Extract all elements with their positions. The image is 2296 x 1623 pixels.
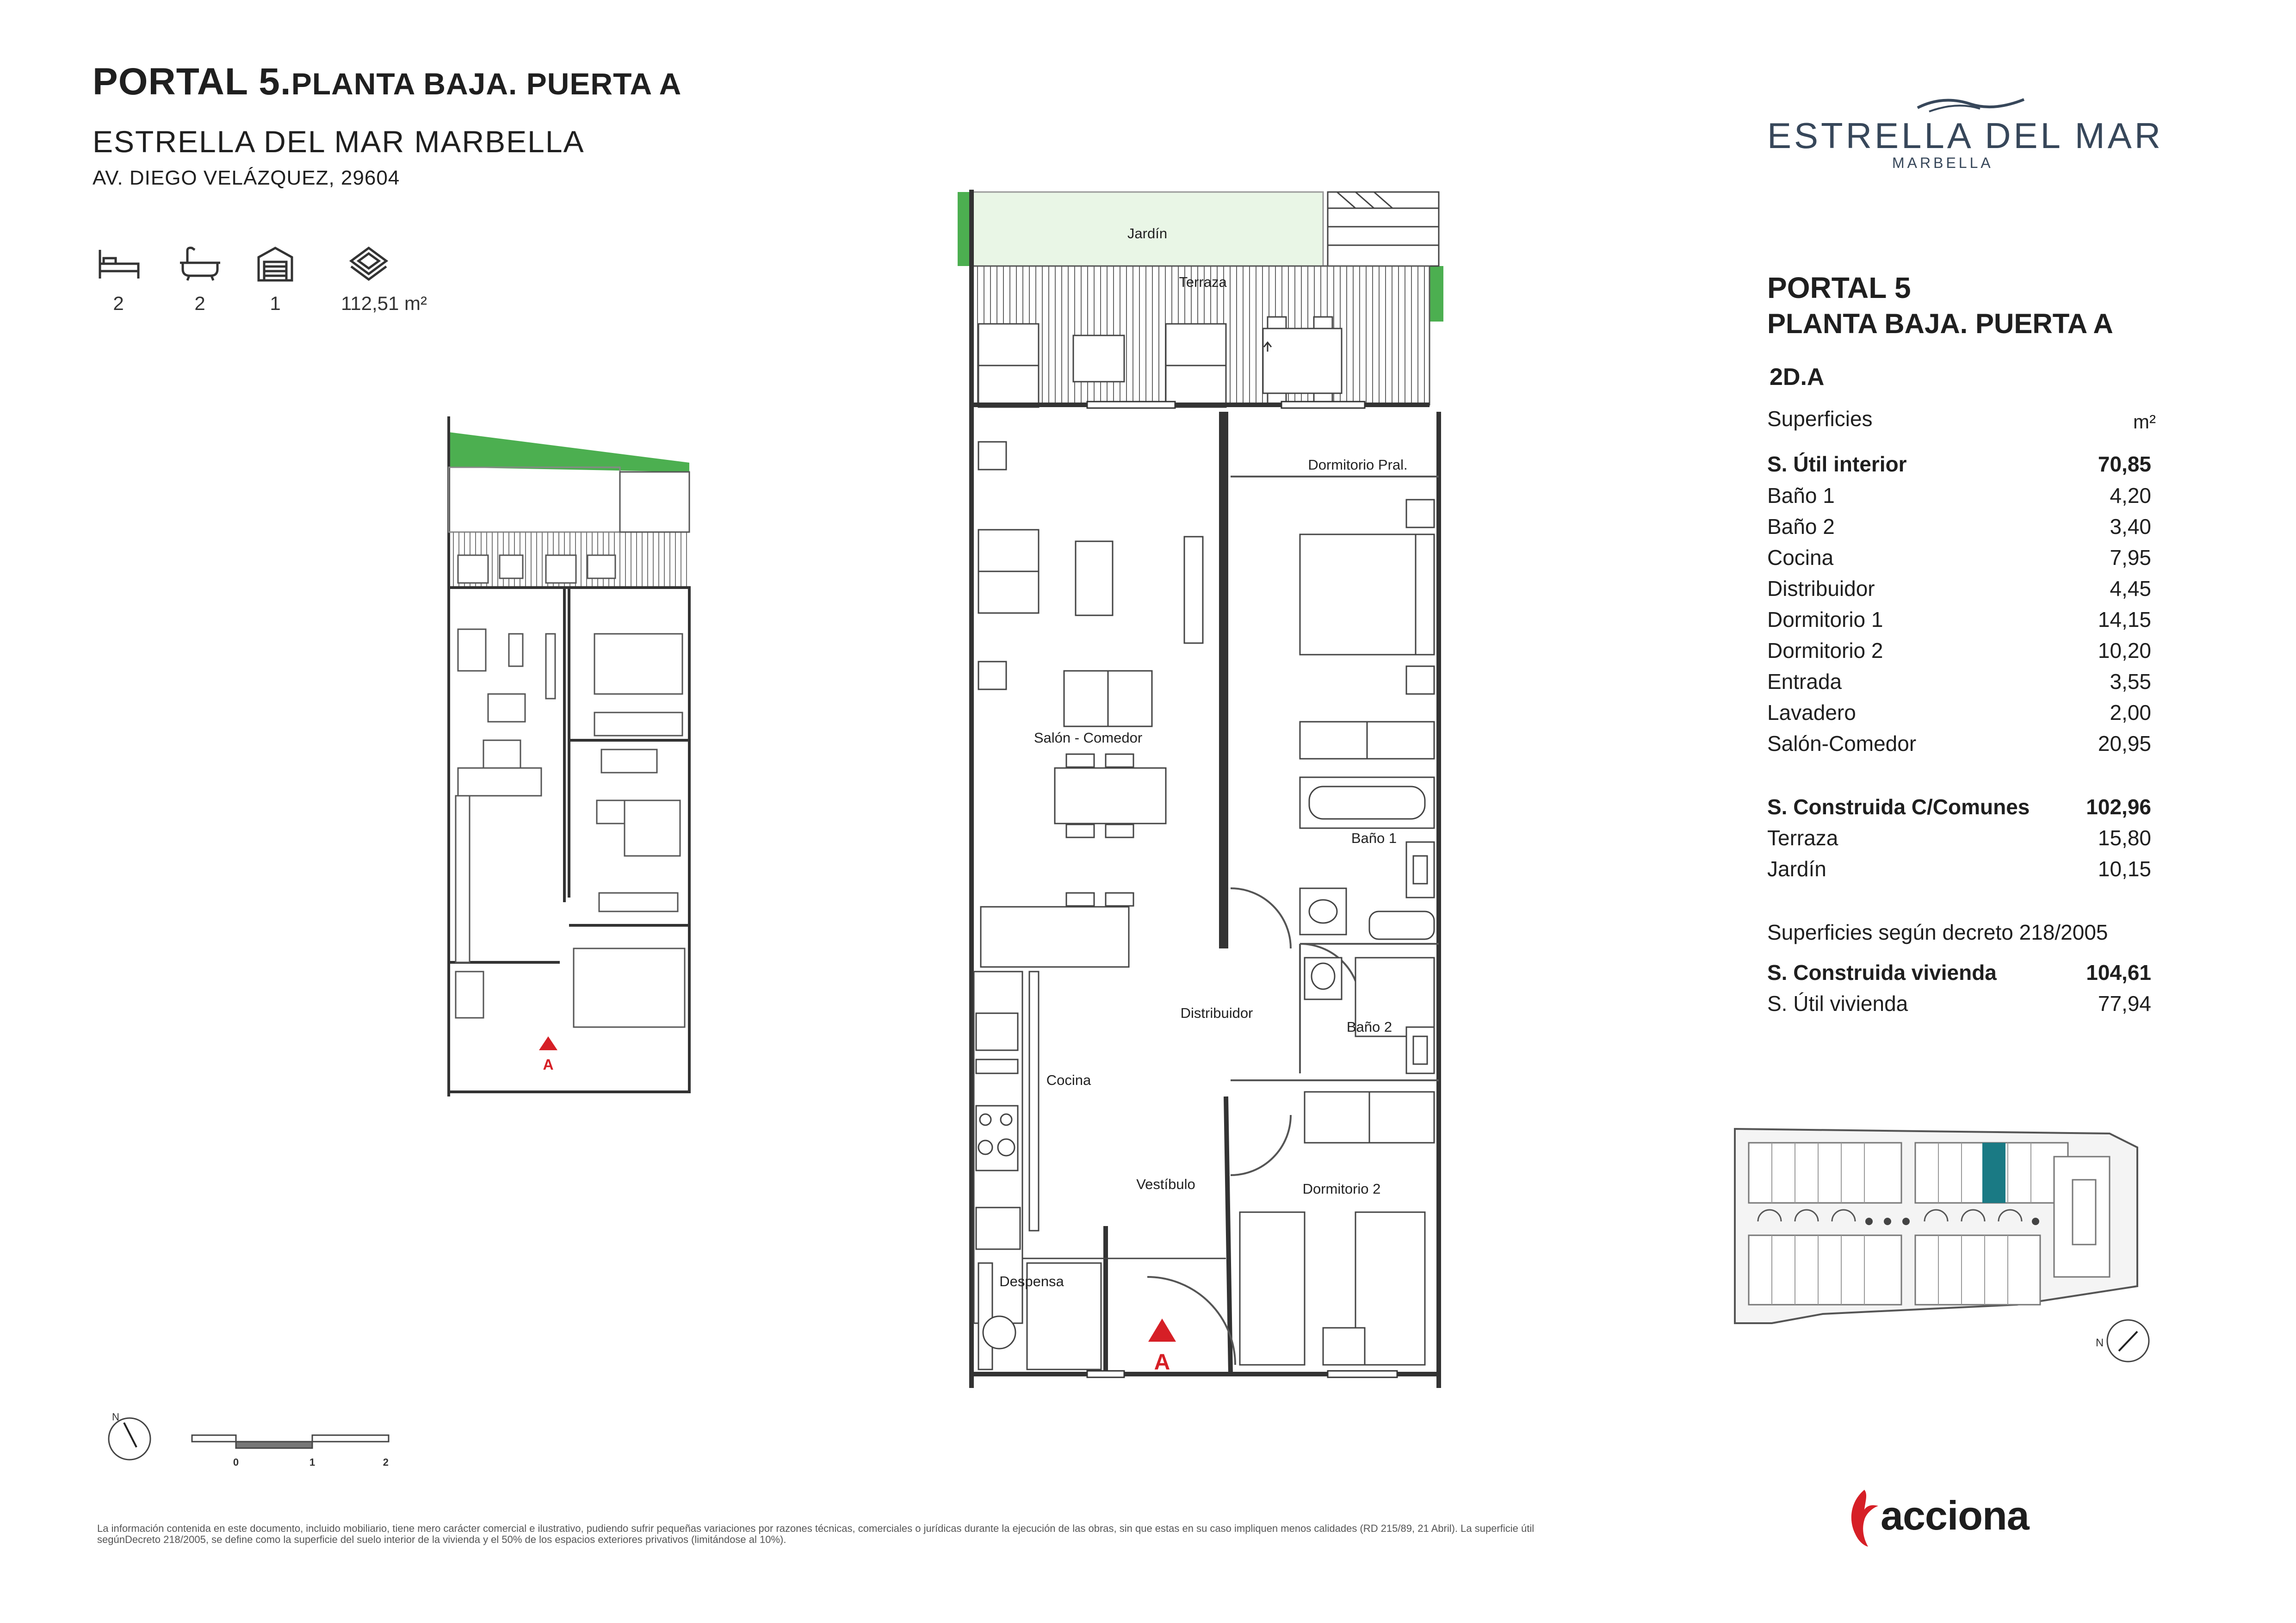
row-label: Cocina bbox=[1767, 545, 1834, 570]
row-dormitorio1 bbox=[1767, 607, 2151, 632]
row-value: 70,85 bbox=[2098, 452, 2151, 476]
row-value: 20,95 bbox=[2098, 731, 2151, 756]
panel-subtitle: PLANTA BAJA. PUERTA A bbox=[1767, 308, 2113, 339]
row-label: S. Construida vivienda bbox=[1767, 960, 1997, 985]
row-value: 10,15 bbox=[2098, 857, 2151, 881]
scale-label-2: 2 bbox=[383, 1456, 389, 1468]
label-despensa: Despensa bbox=[999, 1273, 1064, 1289]
site-north-label: N bbox=[2096, 1337, 2104, 1349]
label-salon: Salón - Comedor bbox=[1034, 730, 1143, 746]
row-label: Jardín bbox=[1767, 857, 1826, 881]
row-bano2 bbox=[1767, 514, 2151, 539]
kitchen-fixtures bbox=[974, 972, 1226, 1369]
garage-icon bbox=[256, 245, 295, 282]
row-lavadero bbox=[1767, 700, 2151, 725]
row-value: 77,94 bbox=[2098, 991, 2151, 1016]
project-name: ESTRELLA DEL MAR MARBELLA bbox=[93, 124, 585, 159]
row-value: 14,15 bbox=[2098, 607, 2151, 632]
row-construida-comunes bbox=[1767, 794, 2151, 819]
row-label: Salón-Comedor bbox=[1767, 731, 1917, 756]
bath2-fixtures bbox=[1305, 958, 1434, 1073]
bath1-fixtures bbox=[1300, 777, 1434, 939]
scale-bar bbox=[190, 1430, 393, 1471]
small-floor-plan bbox=[439, 416, 699, 1101]
label-distribuidor: Distribuidor bbox=[1180, 1005, 1253, 1021]
label-jardin: Jardín bbox=[1127, 225, 1168, 242]
row-label: Baño 2 bbox=[1767, 514, 1835, 539]
label-vestibulo: Vestíbulo bbox=[1136, 1176, 1195, 1192]
row-label: Terraza bbox=[1767, 826, 1838, 850]
north-arrow bbox=[102, 1402, 167, 1467]
scale-label-1: 1 bbox=[309, 1456, 316, 1468]
label-dormitorio-pral: Dormitorio Pral. bbox=[1308, 457, 1408, 473]
page-title bbox=[93, 60, 681, 104]
row-value: 3,40 bbox=[2110, 514, 2151, 539]
entrance-label: A bbox=[1154, 1350, 1170, 1375]
brand-logo: acciona bbox=[1881, 1493, 2029, 1538]
acciona-leaf-icon bbox=[1846, 1487, 1881, 1548]
label-bano2: Baño 2 bbox=[1346, 1019, 1392, 1035]
row-label: Entrada bbox=[1767, 669, 1842, 694]
row-value: 4,20 bbox=[2110, 483, 2151, 508]
row-label: Distribuidor bbox=[1767, 576, 1875, 601]
row-value: 10,20 bbox=[2098, 638, 2151, 663]
bathtub-icon bbox=[178, 245, 222, 282]
small-garden-strip bbox=[449, 432, 689, 472]
bathrooms-count: 2 bbox=[194, 292, 205, 314]
garage-count: 1 bbox=[270, 292, 281, 314]
label-cocina: Cocina bbox=[1046, 1072, 1091, 1088]
logo-name: ESTRELLA DEL MAR bbox=[1767, 115, 2164, 156]
disclaimer: La información contenida en este documento, incluido mobiliario, tiene mero carácter comercial e ilustrativo, pudiendo sufrir pequeñas variaciones por razones técnicas, comerciales o jurídicas durante la ejecución de las obras, sin que estas en su caso impliquen menos calidades (RD 215/89, 21 Abril). La superficie útil segúnDecreto 218/2005, se define como la superficie del suelo interior de la vivienda y el 50% de los espacios exteriores privativos (limitándose al 10%). bbox=[97, 1523, 1535, 1545]
row-util-vivienda bbox=[1767, 991, 2151, 1016]
garden-edge-right bbox=[1430, 266, 1443, 322]
row-label: S. Útil vivienda bbox=[1767, 991, 1908, 1016]
site-plan bbox=[1730, 1120, 2174, 1379]
north-label: N bbox=[112, 1411, 119, 1423]
row-salon-comedor bbox=[1767, 731, 2151, 756]
panel-title: PORTAL 5 bbox=[1767, 271, 1911, 304]
row-label: Superficies según decreto 218/2005 bbox=[1767, 920, 2108, 944]
logo-sub: MARBELLA bbox=[1892, 155, 1993, 171]
row-dormitorio2 bbox=[1767, 638, 2151, 663]
row-value: 3,55 bbox=[2110, 669, 2151, 694]
label-bano1: Baño 1 bbox=[1351, 830, 1397, 846]
row-terraza bbox=[1767, 825, 2151, 850]
row-value: 102,96 bbox=[2086, 795, 2151, 819]
total-area: 112,51 m² bbox=[341, 292, 427, 314]
decreto-label bbox=[1767, 920, 2151, 945]
row-label: Dormitorio 2 bbox=[1767, 638, 1883, 663]
label-terraza: Terraza bbox=[1179, 274, 1227, 290]
row-value: 104,61 bbox=[2086, 960, 2151, 985]
row-distribuidor bbox=[1767, 576, 2151, 601]
small-entrance-label: A bbox=[543, 1056, 554, 1073]
row-bano1 bbox=[1767, 483, 2151, 508]
address: AV. DIEGO VELÁZQUEZ, 29604 bbox=[93, 167, 400, 189]
small-entrance-marker bbox=[539, 1036, 557, 1050]
master-bed-furniture bbox=[1300, 500, 1434, 759]
row-cocina bbox=[1767, 545, 2151, 570]
row-label: Dormitorio 1 bbox=[1767, 607, 1883, 632]
unit-code: 2D.A bbox=[1770, 364, 1825, 390]
row-jardin bbox=[1767, 856, 2151, 881]
wave-logo-icon bbox=[1915, 95, 2026, 113]
unit-label: m² bbox=[2133, 411, 2156, 433]
row-util-interior bbox=[1767, 452, 2151, 477]
row-label: S. Útil interior bbox=[1767, 452, 1907, 476]
row-entrada bbox=[1767, 669, 2151, 694]
bedroom2-furniture bbox=[1240, 1092, 1434, 1365]
row-value: 15,80 bbox=[2098, 826, 2151, 850]
highlighted-unit bbox=[1982, 1143, 2005, 1203]
superficies-label: Superficies bbox=[1767, 407, 1873, 431]
row-construida-vivienda bbox=[1767, 960, 2151, 985]
area-icon bbox=[349, 245, 389, 282]
bed-icon bbox=[97, 245, 141, 282]
row-value: 2,00 bbox=[2110, 700, 2151, 725]
title-portal: PORTAL 5. bbox=[93, 61, 291, 103]
row-label: S. Construida C/Comunes bbox=[1767, 795, 2030, 819]
scale-label-0: 0 bbox=[233, 1456, 239, 1468]
row-label: Baño 1 bbox=[1767, 483, 1835, 508]
row-value: 7,95 bbox=[2110, 545, 2151, 570]
entrance-marker bbox=[1148, 1319, 1176, 1342]
main-floor-plan bbox=[948, 190, 1467, 1393]
stairs bbox=[1328, 192, 1439, 266]
living-furniture bbox=[978, 442, 1203, 967]
label-dormitorio2: Dormitorio 2 bbox=[1302, 1181, 1381, 1197]
row-value: 4,45 bbox=[2110, 576, 2151, 601]
row-label: Lavadero bbox=[1767, 700, 1856, 725]
title-floor: PLANTA BAJA. PUERTA A bbox=[291, 67, 682, 101]
bedrooms-count: 2 bbox=[113, 292, 124, 314]
